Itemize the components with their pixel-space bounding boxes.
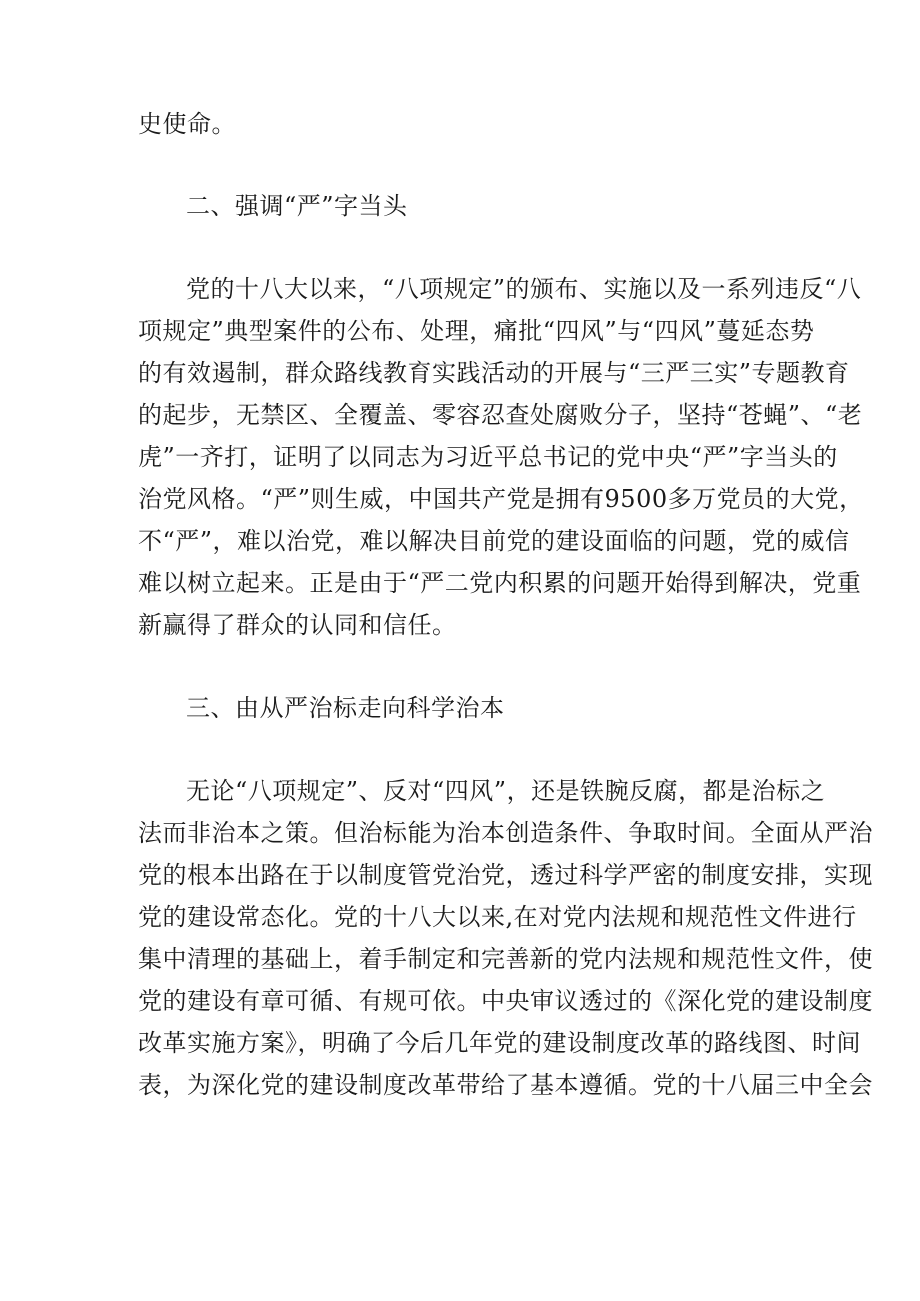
text-line: 改革实施方案》，明确了今后几年党的建设制度改革的路线图、时间 bbox=[138, 1029, 861, 1057]
text-line: 党的根本出路在于以制度管党治党，透过科学严密的制度安排，实现 bbox=[138, 861, 873, 889]
text-line: 的有效遏制，群众路线教育实践活动的开展与“三严三实”专题教育 bbox=[138, 359, 850, 387]
section-heading: 三、由从严治标走向科学治本 bbox=[186, 694, 505, 722]
text-line: 法而非治本之策。但治标能为治本创造条件、争取时间。全面从严治 bbox=[138, 819, 873, 847]
text-line: 党的建设常态化。党的十八大以来,在对党内法规和规范性文件进行 bbox=[138, 903, 857, 931]
text-line: 集中清理的基础上，着手制定和完善新的党内法规和规范性文件，使 bbox=[138, 945, 873, 973]
text-line: 党的十八大以来，“八项规定”的颁布、实施以及一系列违反“八 bbox=[186, 275, 862, 303]
text-line: 虎”一齐打，证明了以同志为习近平总书记的党中央“严”字当头的 bbox=[138, 443, 838, 471]
text-line: 的起步，无禁区、全覆盖、零容忍查处腐败分子，坚持“苍蝇”、“老 bbox=[138, 401, 863, 429]
text-line: 史使命。 bbox=[138, 110, 236, 138]
text-line: 项规定”典型案件的公布、处理，痛批“四风”与“四风”蔓延态势 bbox=[138, 317, 815, 345]
text-line: 党的建设有章可循、有规可依。中央审议透过的《深化党的建设制度 bbox=[138, 987, 873, 1015]
section-heading: 二、强调“严”字当头 bbox=[186, 192, 408, 220]
text-line: 难以树立起来。正是由于“严二党内积累的问题开始得到解决，党重 bbox=[138, 569, 862, 597]
text-line: 表，为深化党的建设制度改革带给了基本遵循。党的十八届三中全会 bbox=[138, 1071, 873, 1099]
text-line: 新赢得了群众的认同和信任。 bbox=[138, 611, 457, 639]
text-line: 无论“八项规定”、反对“四风”，还是铁腕反腐，都是治标之 bbox=[186, 777, 826, 805]
text-line: 治党风格。“严”则生威，中国共产党是拥有9500多万党员的大党， bbox=[138, 485, 864, 513]
text-line: 不“严”，难以治党，难以解决目前党的建设面临的问题，党的威信 bbox=[138, 527, 850, 555]
